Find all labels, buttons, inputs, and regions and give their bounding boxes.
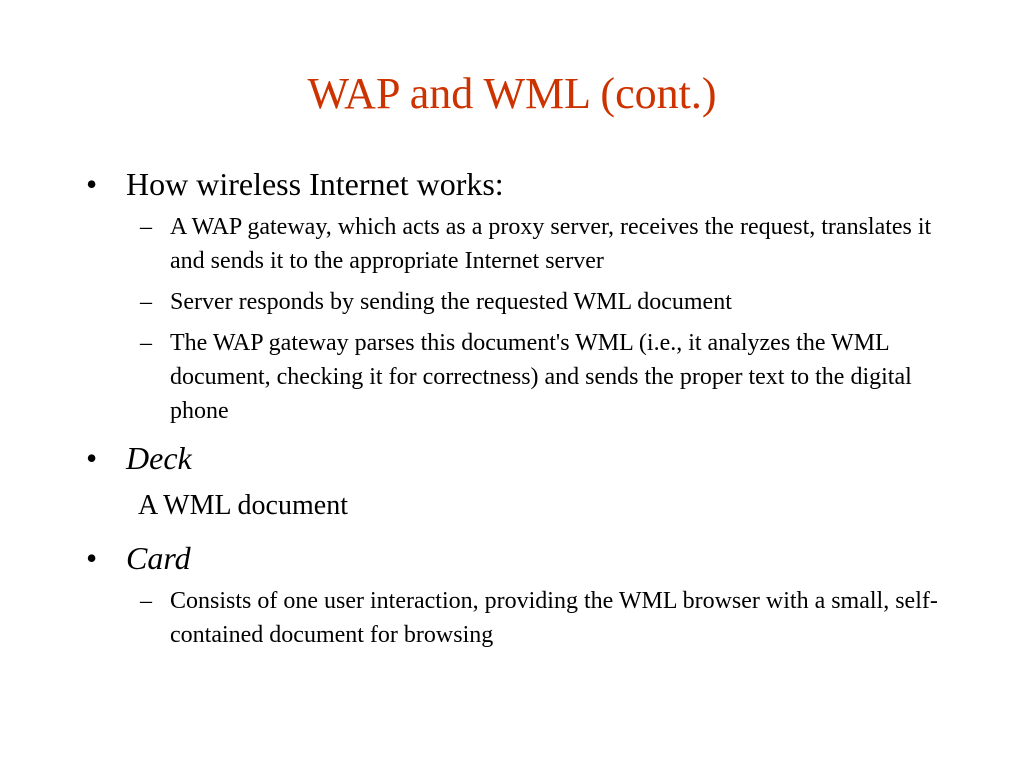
bullet-dot-icon: •	[86, 540, 98, 576]
dash-icon: –	[140, 214, 152, 240]
sub-bullet-text: The WAP gateway parses this document's WML (i.e., it analyzes the WML document, checking it for correctness) and sends the proper text to the digital phone	[170, 330, 912, 424]
sub-bullet-text: A WAP gateway, which acts as a proxy server, receives the request, translates it and sends it to the appropriate Internet server	[170, 214, 932, 274]
slide-title: WAP and WML (cont.)	[307, 69, 717, 118]
sub-bullet-list	[86, 584, 966, 652]
sub-bullet-item	[86, 285, 966, 319]
slide-content	[86, 162, 966, 660]
bullet-text: How wireless Internet works:	[126, 166, 504, 202]
dash-icon: –	[140, 588, 152, 614]
bullet-dot-icon: •	[86, 166, 98, 202]
deck-definition: A WML document	[138, 490, 348, 521]
bullet-text: Deck	[126, 440, 192, 476]
bullet-card	[86, 536, 966, 580]
sub-bullet-item	[86, 210, 966, 278]
sub-bullet-item	[86, 584, 966, 652]
sub-bullet-item	[86, 326, 966, 428]
sub-bullet-text: Server responds by sending the requested WML document	[170, 289, 732, 315]
sub-bullet-text: Consists of one user interaction, providing the WML browser with a small, self-contained document for browsing	[170, 588, 938, 648]
bullet-dot-icon: •	[86, 440, 98, 476]
bullet-text: Card	[126, 540, 191, 576]
dash-icon: –	[140, 330, 152, 356]
bullet-deck	[86, 436, 966, 480]
bullet-how-wireless-internet-works	[86, 162, 966, 206]
sub-bullet-list	[86, 210, 966, 428]
dash-icon: –	[140, 289, 152, 315]
